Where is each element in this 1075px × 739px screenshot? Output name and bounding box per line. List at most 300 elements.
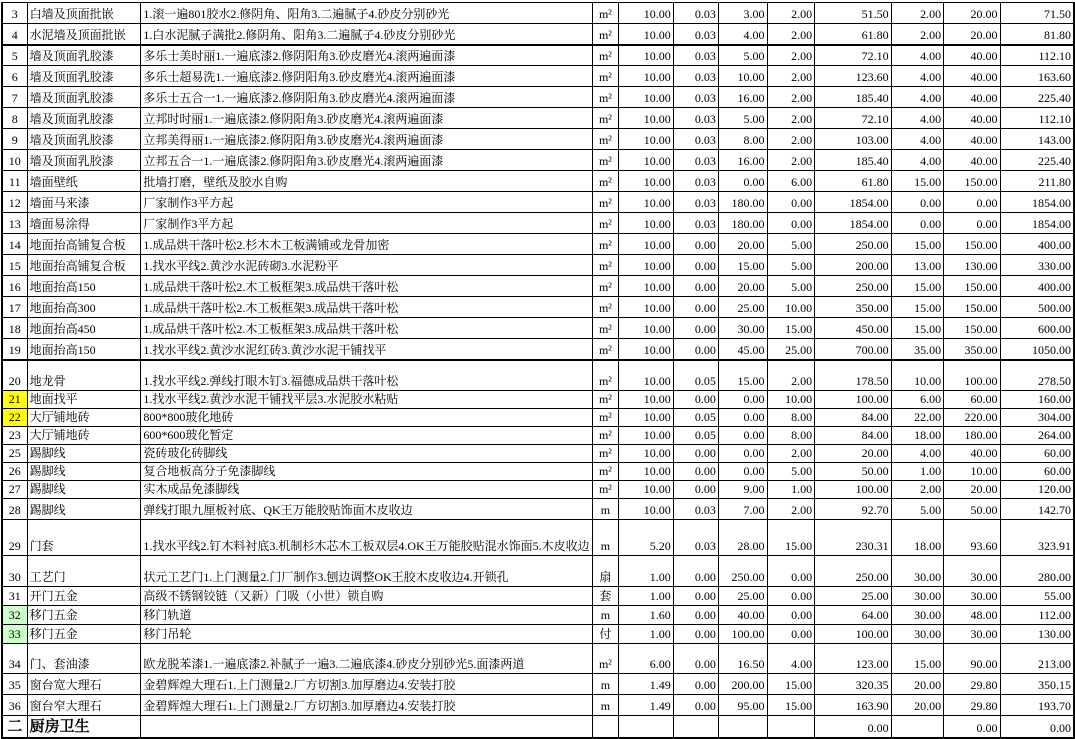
material-subtotal-cell[interactable]: 250.00 (815, 276, 892, 297)
quantity-cell[interactable]: 10.00 (619, 445, 674, 463)
item-name-cell[interactable]: 墙及顶面乳胶漆 (27, 87, 141, 108)
row-number-cell[interactable]: 27 (2, 481, 27, 499)
item-name-cell[interactable]: 地面抬高300 (27, 297, 141, 318)
material-price-cell[interactable]: 45.00 (718, 339, 767, 360)
description-cell[interactable]: 瓷砖玻化砖脚线 (141, 445, 592, 463)
loss-factor-cell[interactable]: 0.03 (673, 150, 718, 171)
loss-factor-cell[interactable]: 0.03 (673, 499, 718, 520)
material-price-cell[interactable] (718, 716, 767, 738)
quantity-cell[interactable]: 10.00 (619, 255, 674, 276)
description-cell[interactable]: 1.找水平线2.弹线打眼木钉3.福德成品烘干落叶松 (141, 360, 592, 391)
item-name-cell[interactable]: 工艺门 (27, 556, 141, 587)
description-cell[interactable]: 多乐士美时丽1.一遍底漆2.修阴阳角3.砂皮磨光4.滚两遍面漆 (141, 45, 592, 66)
loss-factor-cell[interactable]: 0.03 (673, 520, 718, 556)
unit-cell[interactable] (592, 716, 618, 738)
row-total-cell[interactable]: 213.00 (1000, 644, 1074, 674)
loss-factor-cell[interactable]: 0.05 (673, 427, 718, 445)
quantity-cell[interactable]: 6.00 (619, 644, 674, 674)
loss-factor-cell[interactable]: 0.00 (673, 674, 718, 695)
material-price-cell[interactable]: 0.00 (718, 171, 767, 192)
loss-factor-cell[interactable]: 0.00 (673, 587, 718, 606)
row-number-cell[interactable]: 33 (2, 625, 27, 644)
quantity-cell[interactable]: 10.00 (619, 339, 674, 360)
material-subtotal-cell[interactable]: 84.00 (815, 409, 892, 427)
row-total-cell[interactable]: 350.15 (1000, 674, 1074, 695)
auxiliary-price-cell[interactable]: 15.00 (767, 318, 815, 339)
auxiliary-price-cell[interactable]: 2.00 (767, 3, 815, 24)
auxiliary-price-cell[interactable]: 2.00 (767, 499, 815, 520)
unit-cell[interactable]: m² (592, 87, 618, 108)
unit-cell[interactable]: m² (592, 213, 618, 234)
material-price-cell[interactable]: 0.00 (718, 427, 767, 445)
row-total-cell[interactable]: 193.70 (1000, 695, 1074, 716)
row-number-cell[interactable]: 15 (2, 255, 27, 276)
row-total-cell[interactable]: 278.50 (1000, 360, 1074, 391)
material-subtotal-cell[interactable]: 450.00 (815, 318, 892, 339)
item-name-cell[interactable]: 白墙及顶面批嵌 (27, 3, 141, 24)
labor-price-cell[interactable]: 1.00 (891, 463, 944, 481)
auxiliary-price-cell[interactable]: 10.00 (767, 297, 815, 318)
quantity-cell[interactable]: 10.00 (619, 192, 674, 213)
labor-subtotal-cell[interactable]: 93.60 (944, 520, 1000, 556)
auxiliary-price-cell[interactable]: 5.00 (767, 234, 815, 255)
item-name-cell[interactable]: 墙面易涂得 (27, 213, 141, 234)
loss-factor-cell[interactable]: 0.00 (673, 255, 718, 276)
auxiliary-price-cell[interactable]: 10.00 (767, 391, 815, 409)
row-total-cell[interactable]: 323.91 (1000, 520, 1074, 556)
labor-subtotal-cell[interactable]: 220.00 (944, 409, 1000, 427)
row-number-cell[interactable]: 32 (2, 606, 27, 625)
material-price-cell[interactable]: 16.00 (718, 87, 767, 108)
material-subtotal-cell[interactable]: 123.60 (815, 66, 892, 87)
quantity-cell[interactable]: 10.00 (619, 108, 674, 129)
labor-price-cell[interactable]: 15.00 (891, 171, 944, 192)
loss-factor-cell[interactable]: 0.03 (673, 45, 718, 66)
row-number-cell[interactable]: 18 (2, 318, 27, 339)
item-name-cell[interactable]: 水泥墙及顶面批嵌 (27, 24, 141, 45)
labor-subtotal-cell[interactable]: 20.00 (944, 3, 1000, 24)
row-number-cell[interactable]: 7 (2, 87, 27, 108)
description-cell[interactable]: 复合地板高分子免漆脚线 (141, 463, 592, 481)
labor-subtotal-cell[interactable]: 20.00 (944, 24, 1000, 45)
item-name-cell[interactable]: 厨房卫生 (27, 716, 141, 738)
loss-factor-cell[interactable]: 0.00 (673, 463, 718, 481)
description-cell[interactable]: 1.成品烘干落叶松2.木工板框架3.成品烘干落叶松 (141, 318, 592, 339)
row-number-cell[interactable]: 11 (2, 171, 27, 192)
quantity-cell[interactable]: 10.00 (619, 234, 674, 255)
description-cell[interactable]: 高级不锈钢铰链（又新）门吸（小世）锁自购 (141, 587, 592, 606)
row-number-cell[interactable]: 29 (2, 520, 27, 556)
auxiliary-price-cell[interactable]: 2.00 (767, 66, 815, 87)
labor-subtotal-cell[interactable]: 40.00 (944, 150, 1000, 171)
labor-price-cell[interactable]: 0.00 (891, 192, 944, 213)
row-total-cell[interactable]: 225.40 (1000, 150, 1074, 171)
unit-cell[interactable]: 付 (592, 625, 618, 644)
labor-subtotal-cell[interactable]: 130.00 (944, 255, 1000, 276)
item-name-cell[interactable]: 地面抬高450 (27, 318, 141, 339)
quantity-cell[interactable]: 10.00 (619, 409, 674, 427)
material-subtotal-cell[interactable]: 100.00 (815, 625, 892, 644)
row-total-cell[interactable]: 71.50 (1000, 3, 1074, 24)
row-number-cell[interactable]: 13 (2, 213, 27, 234)
unit-cell[interactable]: m² (592, 445, 618, 463)
loss-factor-cell[interactable]: 0.03 (673, 3, 718, 24)
loss-factor-cell[interactable]: 0.00 (673, 606, 718, 625)
labor-subtotal-cell[interactable]: 100.00 (944, 360, 1000, 391)
unit-cell[interactable]: m² (592, 481, 618, 499)
row-total-cell[interactable]: 81.80 (1000, 24, 1074, 45)
row-total-cell[interactable]: 1050.00 (1000, 339, 1074, 360)
material-price-cell[interactable]: 250.00 (718, 556, 767, 587)
loss-factor-cell[interactable]: 0.05 (673, 409, 718, 427)
quantity-cell[interactable]: 10.00 (619, 463, 674, 481)
row-total-cell[interactable]: 1854.00 (1000, 192, 1074, 213)
row-total-cell[interactable]: 160.00 (1000, 391, 1074, 409)
row-number-cell[interactable]: 14 (2, 234, 27, 255)
labor-subtotal-cell[interactable]: 10.00 (944, 463, 1000, 481)
labor-subtotal-cell[interactable]: 150.00 (944, 171, 1000, 192)
labor-price-cell[interactable]: 15.00 (891, 644, 944, 674)
quantity-cell[interactable]: 10.00 (619, 3, 674, 24)
material-subtotal-cell[interactable]: 230.31 (815, 520, 892, 556)
auxiliary-price-cell[interactable]: 0.00 (767, 587, 815, 606)
quantity-cell[interactable]: 10.00 (619, 297, 674, 318)
quantity-cell[interactable]: 10.00 (619, 318, 674, 339)
description-cell[interactable]: 状元工艺门1.上门测量2.门厂制作3.刨边调整OK王胶木皮收边4.开锁孔 (141, 556, 592, 587)
labor-price-cell[interactable]: 13.00 (891, 255, 944, 276)
labor-price-cell[interactable]: 4.00 (891, 108, 944, 129)
row-number-cell[interactable]: 19 (2, 339, 27, 360)
auxiliary-price-cell[interactable]: 0.00 (767, 606, 815, 625)
description-cell[interactable]: 1.白水泥腻子满批2.修阴角、阳角3.二遍腻子4.砂皮分别砂光 (141, 24, 592, 45)
labor-subtotal-cell[interactable]: 40.00 (944, 66, 1000, 87)
material-price-cell[interactable]: 8.00 (718, 129, 767, 150)
labor-price-cell[interactable]: 15.00 (891, 297, 944, 318)
loss-factor-cell[interactable]: 0.03 (673, 24, 718, 45)
row-number-cell[interactable]: 21 (2, 391, 27, 409)
loss-factor-cell[interactable]: 0.03 (673, 192, 718, 213)
material-subtotal-cell[interactable]: 200.00 (815, 255, 892, 276)
unit-cell[interactable]: 扇 (592, 556, 618, 587)
item-name-cell[interactable]: 墙及顶面乳胶漆 (27, 150, 141, 171)
quantity-cell[interactable]: 1.60 (619, 606, 674, 625)
row-number-cell[interactable]: 16 (2, 276, 27, 297)
material-price-cell[interactable]: 28.00 (718, 520, 767, 556)
labor-subtotal-cell[interactable]: 29.80 (944, 695, 1000, 716)
auxiliary-price-cell[interactable]: 2.00 (767, 24, 815, 45)
row-number-cell[interactable]: 5 (2, 45, 27, 66)
labor-subtotal-cell[interactable]: 30.00 (944, 587, 1000, 606)
description-cell[interactable]: 移门轨道 (141, 606, 592, 625)
description-cell[interactable]: 弹线打眼九厘板衬底、QK王万能胶贴饰面木皮收边 (141, 499, 592, 520)
description-cell[interactable]: 金碧辉煌大理石1.上门测量2.厂方切割3.加厚磨边4.安装打胶 (141, 674, 592, 695)
description-cell[interactable]: 立邦美得丽1.一遍底漆2.修阴阳角3.砂皮磨光4.滚两遍面漆 (141, 129, 592, 150)
material-price-cell[interactable]: 95.00 (718, 695, 767, 716)
quantity-cell[interactable]: 10.00 (619, 66, 674, 87)
unit-cell[interactable]: m² (592, 3, 618, 24)
material-price-cell[interactable]: 180.00 (718, 213, 767, 234)
quantity-cell[interactable] (619, 716, 674, 738)
material-price-cell[interactable]: 10.00 (718, 66, 767, 87)
quantity-cell[interactable]: 10.00 (619, 360, 674, 391)
unit-cell[interactable]: m² (592, 463, 618, 481)
description-cell[interactable]: 多乐士超易洗1.一遍底漆2.修阴阳角3.砂皮磨光4.滚两遍面漆 (141, 66, 592, 87)
labor-price-cell[interactable]: 18.00 (891, 520, 944, 556)
description-cell[interactable]: 1.找水平线2.黄沙水泥红砖3.黄沙水泥干铺找平 (141, 339, 592, 360)
loss-factor-cell[interactable]: 0.00 (673, 339, 718, 360)
material-price-cell[interactable]: 15.00 (718, 360, 767, 391)
item-name-cell[interactable]: 踢脚线 (27, 445, 141, 463)
description-cell[interactable]: 实木成品免漆脚线 (141, 481, 592, 499)
description-cell[interactable]: 金碧辉煌大理石1.上门测量2.厂方切割3.加厚磨边4.安装打胶 (141, 695, 592, 716)
quantity-cell[interactable]: 1.00 (619, 625, 674, 644)
loss-factor-cell[interactable]: 0.00 (673, 276, 718, 297)
material-price-cell[interactable]: 3.00 (718, 3, 767, 24)
auxiliary-price-cell[interactable]: 4.00 (767, 644, 815, 674)
material-price-cell[interactable]: 5.00 (718, 108, 767, 129)
item-name-cell[interactable]: 门、套油漆 (27, 644, 141, 674)
loss-factor-cell[interactable]: 0.00 (673, 297, 718, 318)
material-subtotal-cell[interactable]: 103.00 (815, 129, 892, 150)
row-total-cell[interactable]: 60.00 (1000, 463, 1074, 481)
material-subtotal-cell[interactable]: 25.00 (815, 587, 892, 606)
labor-price-cell[interactable]: 2.00 (891, 481, 944, 499)
row-total-cell[interactable]: 264.00 (1000, 427, 1074, 445)
unit-cell[interactable]: m² (592, 171, 618, 192)
labor-subtotal-cell[interactable]: 90.00 (944, 644, 1000, 674)
material-price-cell[interactable]: 200.00 (718, 674, 767, 695)
quantity-cell[interactable]: 10.00 (619, 391, 674, 409)
labor-price-cell[interactable]: 4.00 (891, 66, 944, 87)
row-number-cell[interactable]: 35 (2, 674, 27, 695)
material-price-cell[interactable]: 16.00 (718, 150, 767, 171)
row-number-cell[interactable]: 二 (2, 716, 27, 738)
item-name-cell[interactable]: 墙面壁纸 (27, 171, 141, 192)
loss-factor-cell[interactable]: 0.00 (673, 234, 718, 255)
material-subtotal-cell[interactable]: 1854.00 (815, 192, 892, 213)
labor-price-cell[interactable]: 30.00 (891, 606, 944, 625)
material-price-cell[interactable]: 40.00 (718, 606, 767, 625)
labor-price-cell[interactable]: 0.00 (891, 213, 944, 234)
material-subtotal-cell[interactable]: 84.00 (815, 427, 892, 445)
row-total-cell[interactable]: 130.00 (1000, 625, 1074, 644)
row-total-cell[interactable]: 400.00 (1000, 234, 1074, 255)
material-subtotal-cell[interactable]: 92.70 (815, 499, 892, 520)
unit-cell[interactable]: m² (592, 192, 618, 213)
auxiliary-price-cell[interactable]: 8.00 (767, 427, 815, 445)
labor-price-cell[interactable]: 4.00 (891, 445, 944, 463)
material-price-cell[interactable]: 9.00 (718, 481, 767, 499)
row-total-cell[interactable]: 211.80 (1000, 171, 1074, 192)
loss-factor-cell[interactable] (673, 716, 718, 738)
description-cell[interactable]: 立邦时时丽1.一遍底漆2.修阴阳角3.砂皮磨光4.滚两遍面漆 (141, 108, 592, 129)
row-number-cell[interactable]: 4 (2, 24, 27, 45)
labor-subtotal-cell[interactable]: 150.00 (944, 276, 1000, 297)
row-total-cell[interactable]: 600.00 (1000, 318, 1074, 339)
row-number-cell[interactable]: 30 (2, 556, 27, 587)
row-number-cell[interactable]: 12 (2, 192, 27, 213)
auxiliary-price-cell[interactable]: 15.00 (767, 695, 815, 716)
row-number-cell[interactable]: 9 (2, 129, 27, 150)
material-subtotal-cell[interactable]: 64.00 (815, 606, 892, 625)
loss-factor-cell[interactable]: 0.03 (673, 87, 718, 108)
unit-cell[interactable]: m² (592, 644, 618, 674)
unit-cell[interactable]: m (592, 606, 618, 625)
item-name-cell[interactable]: 地面抬高铺复合板 (27, 255, 141, 276)
description-cell[interactable]: 批墙打磨，壁纸及胶水自购 (141, 171, 592, 192)
item-name-cell[interactable]: 地面找平 (27, 391, 141, 409)
item-name-cell[interactable]: 地龙骨 (27, 360, 141, 391)
description-cell[interactable]: 欧龙脱苯漆1.一遍底漆2.补腻子一遍3.二遍底漆4.砂皮分别砂光5.面漆两道 (141, 644, 592, 674)
unit-cell[interactable]: m² (592, 276, 618, 297)
material-subtotal-cell[interactable]: 185.40 (815, 150, 892, 171)
loss-factor-cell[interactable]: 0.03 (673, 129, 718, 150)
row-total-cell[interactable]: 1854.00 (1000, 213, 1074, 234)
unit-cell[interactable]: m² (592, 108, 618, 129)
labor-price-cell[interactable]: 4.00 (891, 150, 944, 171)
labor-price-cell[interactable]: 2.00 (891, 24, 944, 45)
material-price-cell[interactable]: 0.00 (718, 463, 767, 481)
material-subtotal-cell[interactable]: 72.10 (815, 45, 892, 66)
row-total-cell[interactable]: 225.40 (1000, 87, 1074, 108)
row-total-cell[interactable]: 120.00 (1000, 481, 1074, 499)
item-name-cell[interactable]: 地面抬高铺复合板 (27, 234, 141, 255)
item-name-cell[interactable]: 墙及顶面乳胶漆 (27, 45, 141, 66)
item-name-cell[interactable]: 移门五金 (27, 625, 141, 644)
quantity-cell[interactable]: 5.20 (619, 520, 674, 556)
quantity-cell[interactable]: 10.00 (619, 276, 674, 297)
loss-factor-cell[interactable]: 0.03 (673, 108, 718, 129)
unit-cell[interactable]: m² (592, 234, 618, 255)
description-cell[interactable]: 1.成品烘干落叶松2.木工板框架3.成品烘干落叶松 (141, 297, 592, 318)
labor-subtotal-cell[interactable]: 40.00 (944, 445, 1000, 463)
material-subtotal-cell[interactable]: 250.00 (815, 234, 892, 255)
labor-price-cell[interactable]: 35.00 (891, 339, 944, 360)
labor-price-cell[interactable]: 15.00 (891, 234, 944, 255)
item-name-cell[interactable]: 地面抬高150 (27, 276, 141, 297)
quantity-cell[interactable]: 1.49 (619, 695, 674, 716)
material-price-cell[interactable]: 16.50 (718, 644, 767, 674)
labor-price-cell[interactable]: 15.00 (891, 276, 944, 297)
loss-factor-cell[interactable]: 0.00 (673, 318, 718, 339)
material-subtotal-cell[interactable]: 51.50 (815, 3, 892, 24)
loss-factor-cell[interactable]: 0.03 (673, 171, 718, 192)
auxiliary-price-cell[interactable]: 2.00 (767, 360, 815, 391)
description-cell[interactable]: 1.找水平线2.黄沙水泥砖砌3.水泥粉平 (141, 255, 592, 276)
row-total-cell[interactable]: 500.00 (1000, 297, 1074, 318)
loss-factor-cell[interactable]: 0.00 (673, 445, 718, 463)
labor-subtotal-cell[interactable]: 29.80 (944, 674, 1000, 695)
unit-cell[interactable]: m² (592, 297, 618, 318)
description-cell[interactable]: 多乐士五合一1.一遍底漆2.修阴阳角3.砂皮磨光4.滚两遍面漆 (141, 87, 592, 108)
row-total-cell[interactable]: 142.70 (1000, 499, 1074, 520)
quantity-cell[interactable]: 10.00 (619, 481, 674, 499)
unit-cell[interactable]: m (592, 520, 618, 556)
description-cell[interactable]: 1.成品烘干落叶松2.木工板框架3.成品烘干落叶松 (141, 276, 592, 297)
labor-subtotal-cell[interactable]: 40.00 (944, 108, 1000, 129)
item-name-cell[interactable]: 踢脚线 (27, 481, 141, 499)
row-total-cell[interactable]: 112.00 (1000, 606, 1074, 625)
material-price-cell[interactable]: 100.00 (718, 625, 767, 644)
auxiliary-price-cell[interactable]: 5.00 (767, 463, 815, 481)
labor-subtotal-cell[interactable]: 150.00 (944, 234, 1000, 255)
labor-price-cell[interactable]: 15.00 (891, 318, 944, 339)
labor-subtotal-cell[interactable]: 30.00 (944, 556, 1000, 587)
labor-price-cell[interactable]: 30.00 (891, 587, 944, 606)
row-total-cell[interactable]: 280.00 (1000, 556, 1074, 587)
loss-factor-cell[interactable]: 0.03 (673, 66, 718, 87)
unit-cell[interactable]: m² (592, 339, 618, 360)
material-subtotal-cell[interactable]: 350.00 (815, 297, 892, 318)
item-name-cell[interactable]: 窗台宽大理石 (27, 674, 141, 695)
item-name-cell[interactable]: 踢脚线 (27, 499, 141, 520)
labor-subtotal-cell[interactable]: 48.00 (944, 606, 1000, 625)
labor-subtotal-cell[interactable]: 40.00 (944, 129, 1000, 150)
item-name-cell[interactable]: 墙及顶面乳胶漆 (27, 108, 141, 129)
labor-subtotal-cell[interactable]: 30.00 (944, 625, 1000, 644)
auxiliary-price-cell[interactable]: 0.00 (767, 556, 815, 587)
row-number-cell[interactable]: 36 (2, 695, 27, 716)
row-number-cell[interactable]: 28 (2, 499, 27, 520)
item-name-cell[interactable]: 开门五金 (27, 587, 141, 606)
row-number-cell[interactable]: 26 (2, 463, 27, 481)
material-price-cell[interactable]: 4.00 (718, 24, 767, 45)
labor-price-cell[interactable]: 18.00 (891, 427, 944, 445)
labor-price-cell[interactable]: 20.00 (891, 695, 944, 716)
quantity-cell[interactable]: 1.00 (619, 587, 674, 606)
row-total-cell[interactable]: 112.10 (1000, 45, 1074, 66)
row-number-cell[interactable]: 22 (2, 409, 27, 427)
loss-factor-cell[interactable]: 0.05 (673, 360, 718, 391)
material-price-cell[interactable]: 7.00 (718, 499, 767, 520)
auxiliary-price-cell[interactable]: 1.00 (767, 481, 815, 499)
labor-price-cell[interactable]: 4.00 (891, 87, 944, 108)
labor-subtotal-cell[interactable]: 40.00 (944, 87, 1000, 108)
row-total-cell[interactable]: 60.00 (1000, 445, 1074, 463)
row-total-cell[interactable]: 330.00 (1000, 255, 1074, 276)
description-cell[interactable]: 厂家制作3平方起 (141, 192, 592, 213)
item-name-cell[interactable]: 大厅铺地砖 (27, 409, 141, 427)
material-subtotal-cell[interactable]: 100.00 (815, 391, 892, 409)
loss-factor-cell[interactable]: 0.03 (673, 213, 718, 234)
description-cell[interactable]: 1.找水平线2.黄沙水泥干铺找平层3.水泥胶水粘贴 (141, 391, 592, 409)
labor-price-cell[interactable]: 10.00 (891, 360, 944, 391)
item-name-cell[interactable]: 地面抬高150 (27, 339, 141, 360)
labor-subtotal-cell[interactable]: 0.00 (944, 716, 1000, 738)
labor-price-cell[interactable]: 4.00 (891, 45, 944, 66)
auxiliary-price-cell[interactable]: 25.00 (767, 339, 815, 360)
item-name-cell[interactable]: 墙及顶面乳胶漆 (27, 129, 141, 150)
loss-factor-cell[interactable]: 0.00 (673, 625, 718, 644)
labor-subtotal-cell[interactable]: 0.00 (944, 192, 1000, 213)
auxiliary-price-cell[interactable]: 8.00 (767, 409, 815, 427)
row-total-cell[interactable]: 55.00 (1000, 587, 1074, 606)
labor-price-cell[interactable]: 2.00 (891, 3, 944, 24)
labor-price-cell[interactable]: 30.00 (891, 556, 944, 587)
auxiliary-price-cell[interactable]: 5.00 (767, 276, 815, 297)
unit-cell[interactable]: m² (592, 45, 618, 66)
material-price-cell[interactable]: 180.00 (718, 192, 767, 213)
row-number-cell[interactable]: 34 (2, 644, 27, 674)
labor-price-cell[interactable]: 6.00 (891, 391, 944, 409)
material-price-cell[interactable]: 15.00 (718, 255, 767, 276)
auxiliary-price-cell[interactable]: 0.00 (767, 192, 815, 213)
labor-subtotal-cell[interactable]: 350.00 (944, 339, 1000, 360)
unit-cell[interactable]: m² (592, 255, 618, 276)
material-subtotal-cell[interactable]: 700.00 (815, 339, 892, 360)
material-price-cell[interactable]: 0.00 (718, 409, 767, 427)
material-subtotal-cell[interactable]: 1854.00 (815, 213, 892, 234)
